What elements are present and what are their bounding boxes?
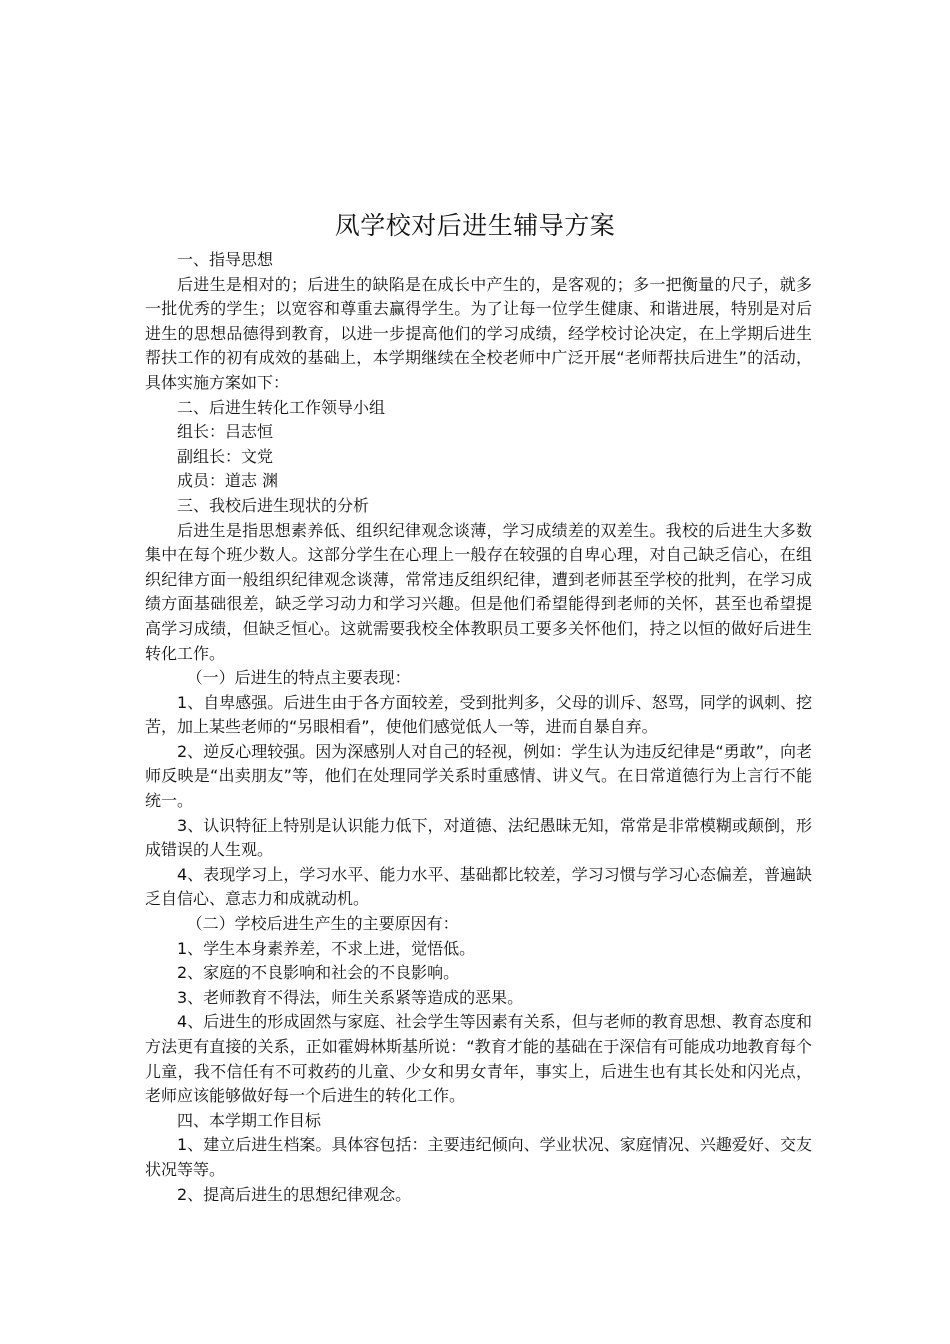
paragraph: 组长：吕志恒 (177, 422, 274, 442)
paragraph: 副组长：文党 (177, 446, 274, 466)
subsection-heading: （二）学校后进生产生的主要原因有： (186, 914, 459, 934)
section-heading: 一、指导思想 (177, 250, 274, 269)
paragraph: 后进生是指思想素养低、组织纪律观念谈薄，学习成绩差的双差生。我校的后进生大多数集中在每个班少数人。这部分学生在心理上一般存在较强的自卑心理，对自己缺乏信心，在组织纪律方面一般组织纪律观念谈薄，常常违反组织纪律，遭到老师甚至学校的批判，在学习成绩方面基础很差，缺乏学习动力和学习兴趣。但是他们希望能得到老师的关怀，甚至也希望提高学习成绩，但缺乏恒心。这就需要我校全体教职员工要多关怀他们，持之以恒的做好后进生转化工作。 (145, 520, 812, 663)
subsection-heading: （一）后进生的特点主要表现： (186, 668, 411, 688)
paragraph: 4、表现学习上，学习水平、能力水平、基础都比较差，学习习惯与学习心态偏差，普遍缺乏自信心、意志力和成就动机。 (145, 864, 812, 909)
paragraph: 3、老师教育不得法，师生关系紧等造成的恶果。 (177, 987, 524, 1007)
paragraph: 后进生是相对的；后进生的缺陷是在成长中产生的，是客观的；多一把衡量的尺子，就多一批优秀的学生；以宽容和尊重去赢得学生。为了让每一位学生健康、和谐进展，特别是对后进生的思想品德得到教育，以进一步提高他们的学习成绩，经学校讨论决定，在上学期后进生帮扶工作的初有成效的基础上，本学期继续在全校老师中广泛开展“老师帮扶后进生”的活动，具体实施方案如下： (145, 274, 812, 392)
section-heading: 三、我校后进生现状的分析 (177, 495, 370, 515)
paragraph: 2、提高后进生的思想纪律观念。 (177, 1184, 412, 1204)
document-title: 凤学校对后进生辅导方案 (334, 211, 616, 240)
paragraph: 成员：道志 渊 (177, 471, 279, 491)
paragraph: 2、逆反心理较强。因为深感别人对自己的轻视，例如：学生认为违反纪律是“勇敢”，向老师反映是“出卖朋友”等，他们在处理同学关系时重感情、讲义气。在日常道德行为上言行不能统一。 (145, 741, 812, 811)
section-heading: 四、本学期工作目标 (177, 1110, 322, 1130)
section-heading: 二、后进生转化工作领导小组 (177, 397, 386, 417)
document-body (145, 248, 812, 1207)
paragraph: 3、认识特征上特别是认识能力低下，对道德、法纪愚昧无知，常常是非常模糊或颠倒，形成错误的人生观。 (145, 815, 812, 860)
paragraph: 1、自卑感强。后进生由于各方面较差，受到批判多，父母的训斥、怒骂，同学的讽刺、挖苦，加上某些老师的“另眼相看”，使他们感觉低人一等，进而自暴自弃。 (145, 692, 812, 737)
paragraph: 1、建立后进生档案。具体容包括：主要违纪倾向、学业状况、家庭情况、兴趣爱好、交友状况等等。 (145, 1135, 812, 1179)
paragraph: 4、后进生的形成固然与家庭、社会学生等因素有关系，但与老师的教育思想、教育态度和方法更有直接的关系，正如霍姆林斯基所说：“教育才能的基础在于深信有可能成功地教育每个儿童，我不信任有不可救药的儿童、少女和男女青年，事实上，后进生也有其长处和闪光点，老师应该能够做好每一个后进生的转化工作。 (145, 1012, 812, 1106)
paragraph: 2、家庭的不良影响和社会的不良影响。 (177, 963, 460, 983)
paragraph: 1、学生本身素养差，不求上进，觉悟低。 (177, 938, 476, 958)
